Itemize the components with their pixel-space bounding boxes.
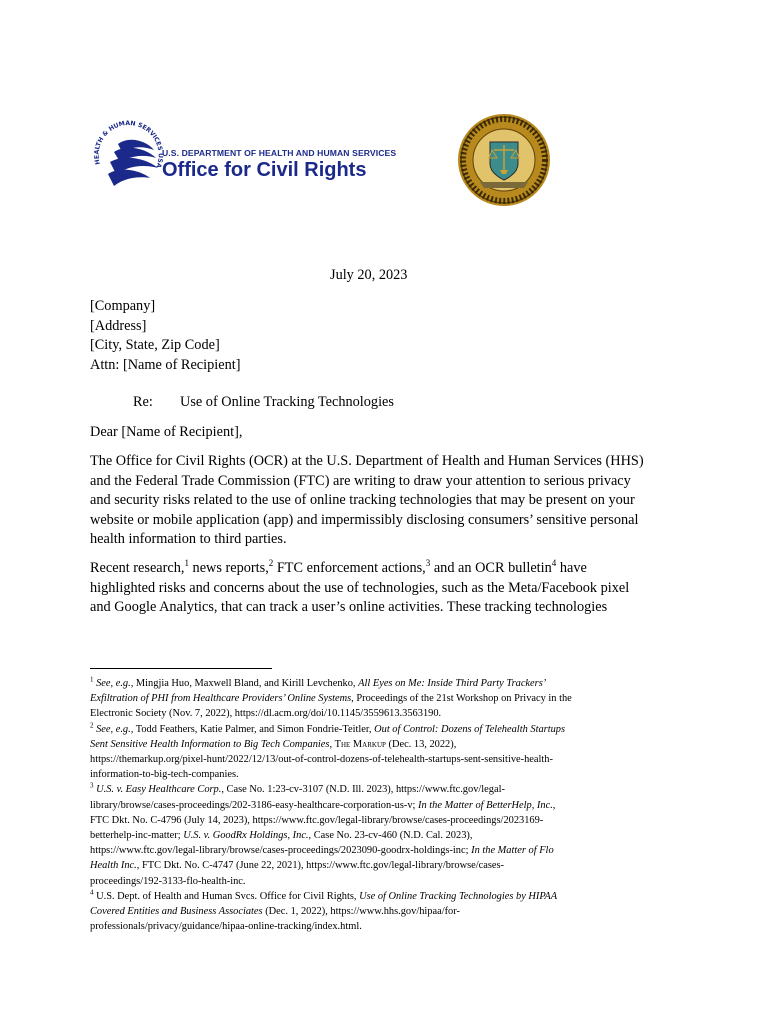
paragraph-intro [90, 452, 690, 550]
svg-text:HEALTH & HUMAN SERVICES USA: HEALTH & HUMAN SERVICES USA [93, 120, 164, 169]
paragraph-line: highlighted risks and concerns about the use of technologies, such as the Meta/Facebook pixel [90, 579, 630, 596]
address-line: Attn: [Name of Recipient] [90, 356, 241, 373]
address-line: [Address] [90, 317, 147, 334]
footnote-4-cont: professionals/privacy/guidance/hipaa-online-tracking/index.html. [90, 921, 362, 933]
footnote-1-cont: Exfiltration of PHI from Healthcare Providers’ Online Systems, Proceedings of the 21st Workshop on Privacy in the [90, 693, 572, 705]
footnote-3-cont: proceedings/192-3133-flo-health-inc. [90, 875, 246, 887]
footnote-3-cont: https://www.ftc.gov/legal-library/browse/cases-proceedings/2023090-goodrx-holdings-inc; In the Matter of Flo [90, 845, 554, 857]
hhs-seal-icon [88, 116, 168, 196]
subject-line [133, 393, 394, 413]
footnote-3-cont: library/browse/cases-proceedings/202-3186-easy-healthcare-corporation-us-v; In the Matter of BetterHelp, Inc., [90, 799, 556, 811]
paragraph-line: and security risks related to the use of online tracking technologies that may be present on your [90, 492, 635, 508]
paragraph-line: The Office for Civil Rights (OCR) at the U.S. Department of Health and Human Services (HHS) [90, 453, 644, 469]
paragraph-line: and Google Analytics, that can track a user’s online activities. These tracking technologies [90, 599, 608, 615]
footnote-3: $^3$ U.S. v. Easy Healthcare Corp., Case No. 1:23-cv-3107 (N.D. Ill. 2023), https://www.ftc.gov/legal- [90, 781, 505, 796]
paragraph-line: and the Federal Trade Commission (FTC) are writing to draw your attention to serious privacy [90, 472, 631, 489]
footnotes [90, 676, 700, 934]
footnote-3-cont: FTC Dkt. No. C-4796 (July 14, 2023), https://www.ftc.gov/legal-library/browse/cases-proceedings/2023169- [90, 814, 544, 826]
footnote-4-cont: Covered Entities and Business Associates (Dec. 1, 2022), https://www.hhs.gov/hipaa/for- [90, 906, 460, 918]
footnote-4: $^4$ U.S. Dept. of Health and Human Svcs. Office for Civil Rights, Use of Online Tracking Technologies by HIPAA [90, 888, 558, 902]
letter-date: July 20, 2023 [330, 267, 408, 283]
footnote-1: $^1$ See, e.g., Mingjia Huo, Maxwell Bland, and Kirill Levchenko, All Eyes on Me: Inside Third Party Trackers’ [90, 675, 547, 689]
paragraph-line: website or mobile application (app) and impermissibly disclosing consumers’ sensitive personal [90, 511, 639, 528]
address-line: [City, State, Zip Code] [90, 337, 220, 353]
paragraph-line: health information to third parties. [90, 531, 287, 547]
recipient-address [90, 297, 240, 375]
footnote-2-cont: https://themarkup.org/pixel-hunt/2022/12/13/out-of-control-dozens-of-telehealth-startups-sent-sensitive-health- [90, 754, 553, 766]
footnote-1-cont: Electronic Society (Nov. 7, 2022), https://dl.acm.org/doi/10.1145/3559613.3563190. [90, 708, 442, 720]
hhs-ocr-logo [88, 116, 397, 206]
subject-label: Re: [133, 394, 153, 410]
address-line: [Company] [90, 298, 156, 314]
footnote-ref[interactable]: 1 [184, 558, 189, 569]
footnote-2-cont: Sent Sensitive Health Information to Big Tech Companies, The Markup (Dec. 13, 2022), [90, 738, 457, 750]
footnote-3-cont: betterhelp-inc-matter; U.S. v. GoodRx Holdings, Inc., Case No. 23-cv-460 (N.D. Cal. 2023), [90, 830, 473, 842]
footnote-ref[interactable]: 3 [425, 558, 431, 569]
footnote-ref[interactable]: 4 [551, 558, 557, 569]
salutation: Dear [Name of Recipient], [90, 424, 243, 440]
footnote-2-cont: information-to-big-tech-companies. [90, 769, 239, 781]
subject-text: Use of Online Tracking Technologies [180, 394, 394, 410]
hhs-department-name: U.S. DEPARTMENT OF HEALTH AND HUMAN SERVICES [162, 148, 397, 158]
ocr-office-name: Office for Civil Rights [162, 159, 367, 181]
footnote-2: $^2$ See, e.g., Todd Feathers, Katie Palmer, and Simon Fondrie-Teitler, Out of Control: Dozens of Telehealth Startups [90, 721, 566, 735]
footnote-ref[interactable]: 2 [268, 558, 274, 569]
paragraph-research [90, 559, 690, 618]
footnote-3-cont: Health Inc., FTC Dkt. No. C-4747 (June 22, 2021), https://www.ftc.gov/legal-library/browse/cases- [90, 860, 505, 872]
paragraph-line: Recent research,$^1$ news reports,$^2$ FTC enforcement actions,$^3$ and an OCR bulletin$^4$ have [90, 558, 587, 576]
footnote-divider [90, 668, 272, 669]
ftc-seal-icon [456, 112, 552, 208]
